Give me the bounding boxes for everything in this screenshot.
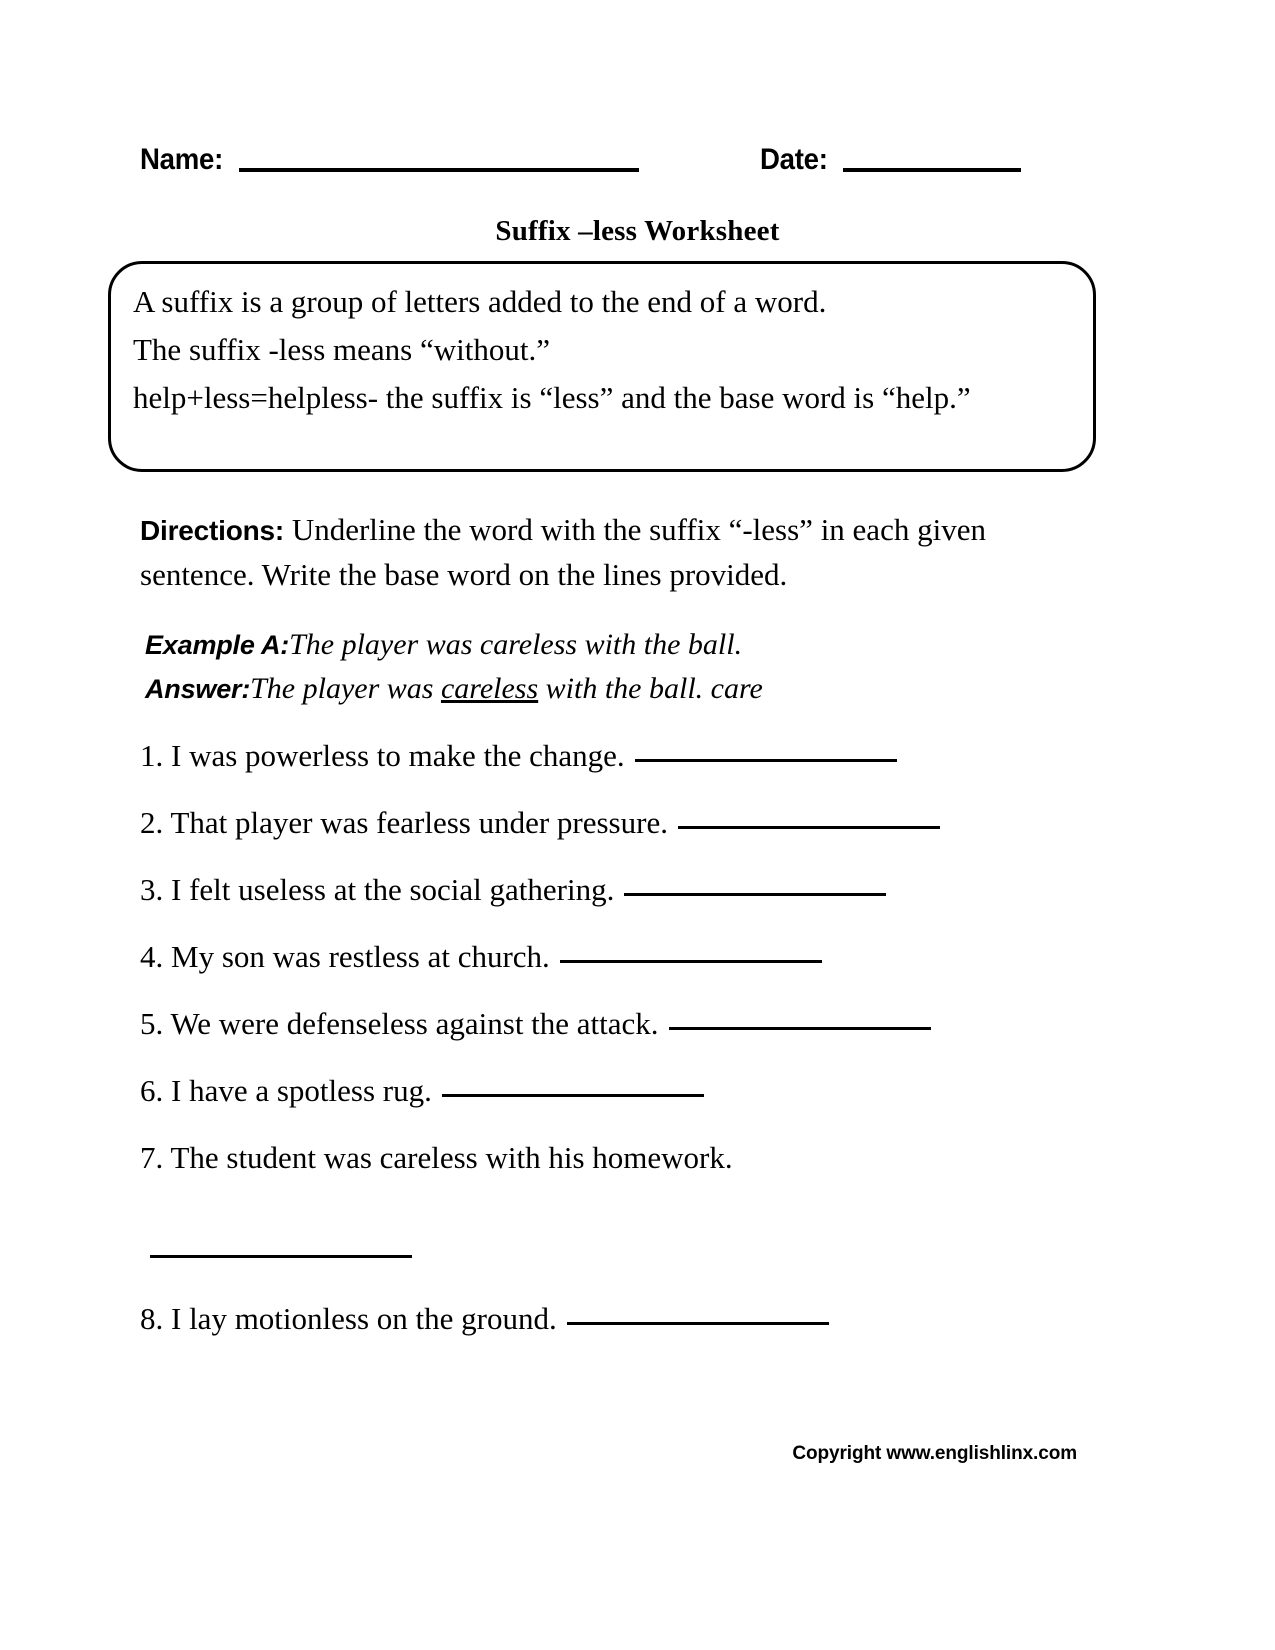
definition-text [133,278,1075,422]
question-item-6 [140,1071,1140,1111]
name-field[interactable] [140,143,639,177]
copyright-footer: Copyright www.englishlinx.com [792,1443,1077,1464]
answer-label: Answer: [145,674,251,704]
question-text: 5. We were defenseless against the attack. [140,1006,659,1041]
header-fields [140,143,1040,189]
answer-blank[interactable] [678,826,940,829]
answer-blank[interactable] [624,893,886,896]
answer-blank[interactable] [635,759,897,762]
answer-line [145,667,1095,711]
question-text: 7. The student was careless with his homework. [140,1140,733,1175]
question-item-7 [140,1138,1140,1272]
answer-underlined-word: careless [440,672,539,705]
definition-line-3: help+less=helpless- the suffix is “less” and the base word is “help.” [133,380,971,415]
example-sentence: The player was careless with the ball. [289,628,743,661]
question-item-5 [140,1004,1140,1044]
question-text: 1. I was powerless to make the change. [140,738,625,773]
answer-text-after: with the ball. care [538,672,763,705]
directions-label: Directions: [140,515,285,546]
definition-box [108,261,1096,472]
definition-line-2: The suffix -less means “without.” [133,332,550,367]
line-break-spacer [140,1178,1140,1232]
question-item-4 [140,937,1140,977]
question-item-1 [140,736,1140,776]
example-block [145,623,1095,711]
date-blank-rule[interactable] [843,168,1021,172]
definition-line-1: A suffix is a group of letters added to the end of a word. [133,284,827,319]
directions-text: Underline the word with the suffix “-less” in each given sentence. Write the base word on the lines provided. [140,512,986,592]
answer-blank[interactable] [150,1255,412,1258]
answer-text-before: The player was [250,672,441,705]
example-line [145,623,1095,667]
answer-blank[interactable] [669,1027,931,1030]
directions [140,508,1070,597]
name-label: Name: [140,143,223,176]
date-label: Date: [760,143,828,176]
question-text: 6. I have a spotless rug. [140,1073,432,1108]
answer-blank[interactable] [442,1094,704,1097]
question-text: 4. My son was restless at church. [140,939,550,974]
question-text: 8. I lay motionless on the ground. [140,1301,557,1336]
answer-blank[interactable] [567,1322,829,1325]
question-text: 2. That player was fearless under pressure. [140,805,668,840]
question-text: 3. I felt useless at the social gathering. [140,872,615,907]
example-label: Example A: [145,630,290,660]
answer-blank[interactable] [560,960,822,963]
question-list [140,736,1140,1366]
page-title: Suffix –less Worksheet [495,215,780,247]
name-blank-rule[interactable] [239,168,639,172]
question-item-3 [140,870,1140,910]
question-item-8 [140,1299,1140,1339]
question-item-2 [140,803,1140,843]
date-field[interactable] [760,143,1021,177]
